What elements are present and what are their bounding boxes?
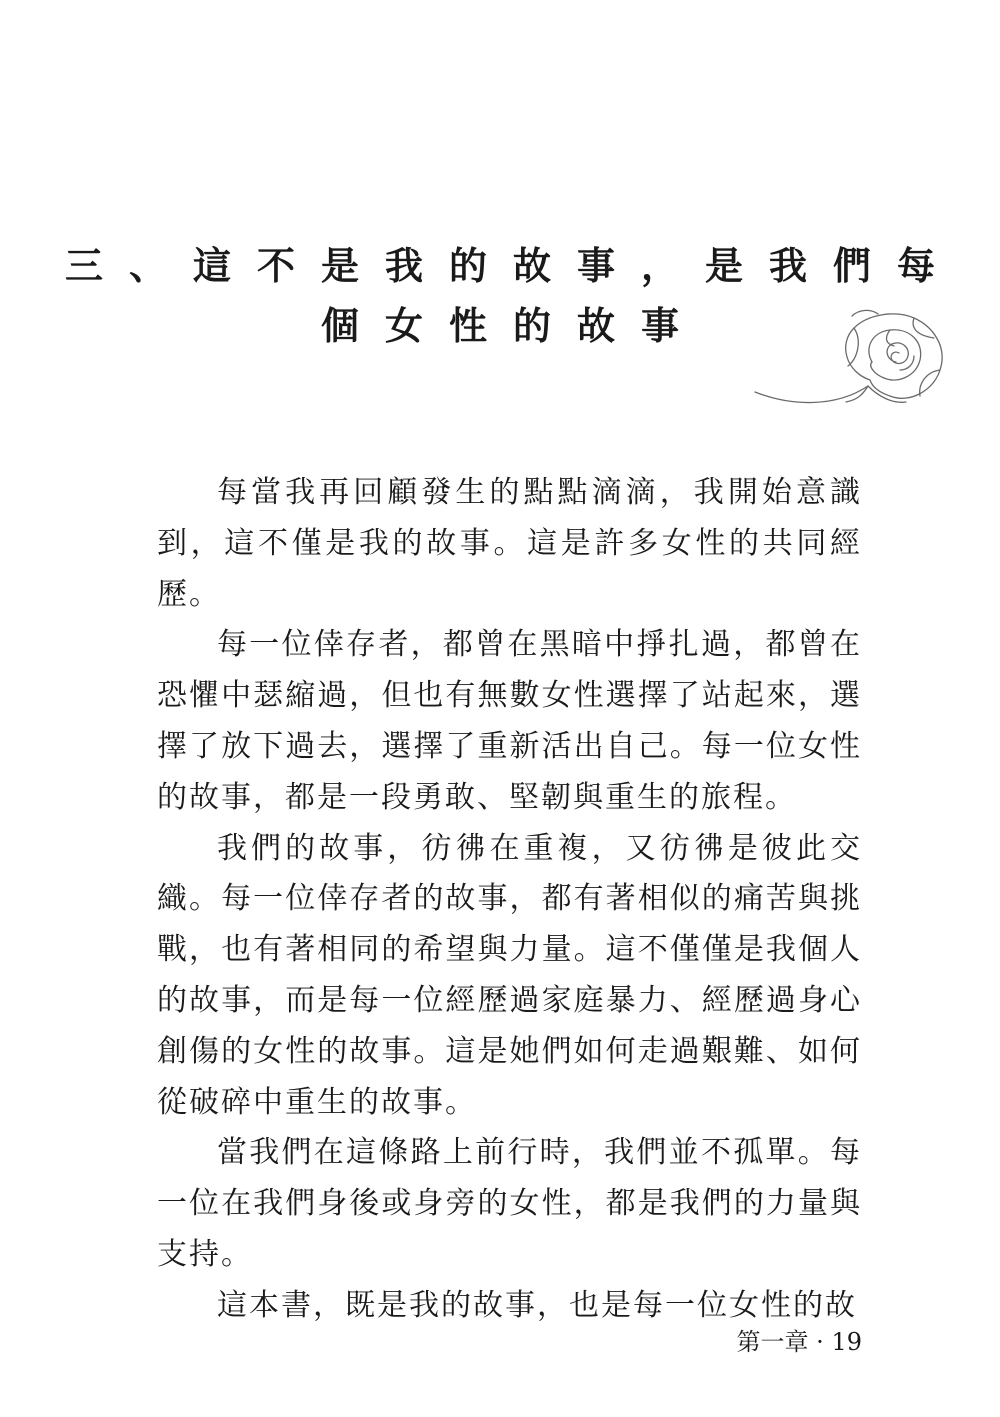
paragraph-1: 每當我再回顧發生的點點滴滴，我開始意識到，這不僅是我的故事。這是許多女性的共同經歷。 [157,475,862,612]
page-number: 19 [831,1328,862,1356]
chapter-heading-line-1: 三、這不是我的故事，是我們每 [64,244,961,288]
chapter-heading-line-2: 個女性的故事 [320,304,705,348]
paragraph-4: 當我們在這條路上前行時，我們並不孤單。每一位在我們身後或身旁的女性，都是我們的力量與支持。 [157,1135,862,1272]
chapter-label: 第一章 [736,1328,809,1356]
paragraph-3: 我們的故事，彷彿在重複，又彷彿是彼此交織。每一位倖存者的故事，都有著相似的痛苦與挑戰，也有著相同的希望與力量。這不僅僅是我個人的故事，而是每一位經歷過家庭暴力、經歷過身心創傷的女性的故事。這是她們如何走過艱難、如何從破碎中重生的故事。 [157,830,862,1120]
rose-line-art-icon [750,300,980,420]
page-footer [737,1322,862,1357]
footer-separator: · [816,1328,824,1356]
paragraph-2: 每一位倖存者，都曾在黑暗中掙扎過，都曾在恐懼中瑟縮過，但也有無數女性選擇了站起來，選擇了放下過去，選擇了重新活出自己。每一位女性的故事，都是一段勇敢、堅韌與重生的旅程。 [157,627,862,815]
paragraph-5: 這本書，既是我的故事，也是每一位女性的故 [217,1287,857,1323]
body-text [157,468,862,1332]
